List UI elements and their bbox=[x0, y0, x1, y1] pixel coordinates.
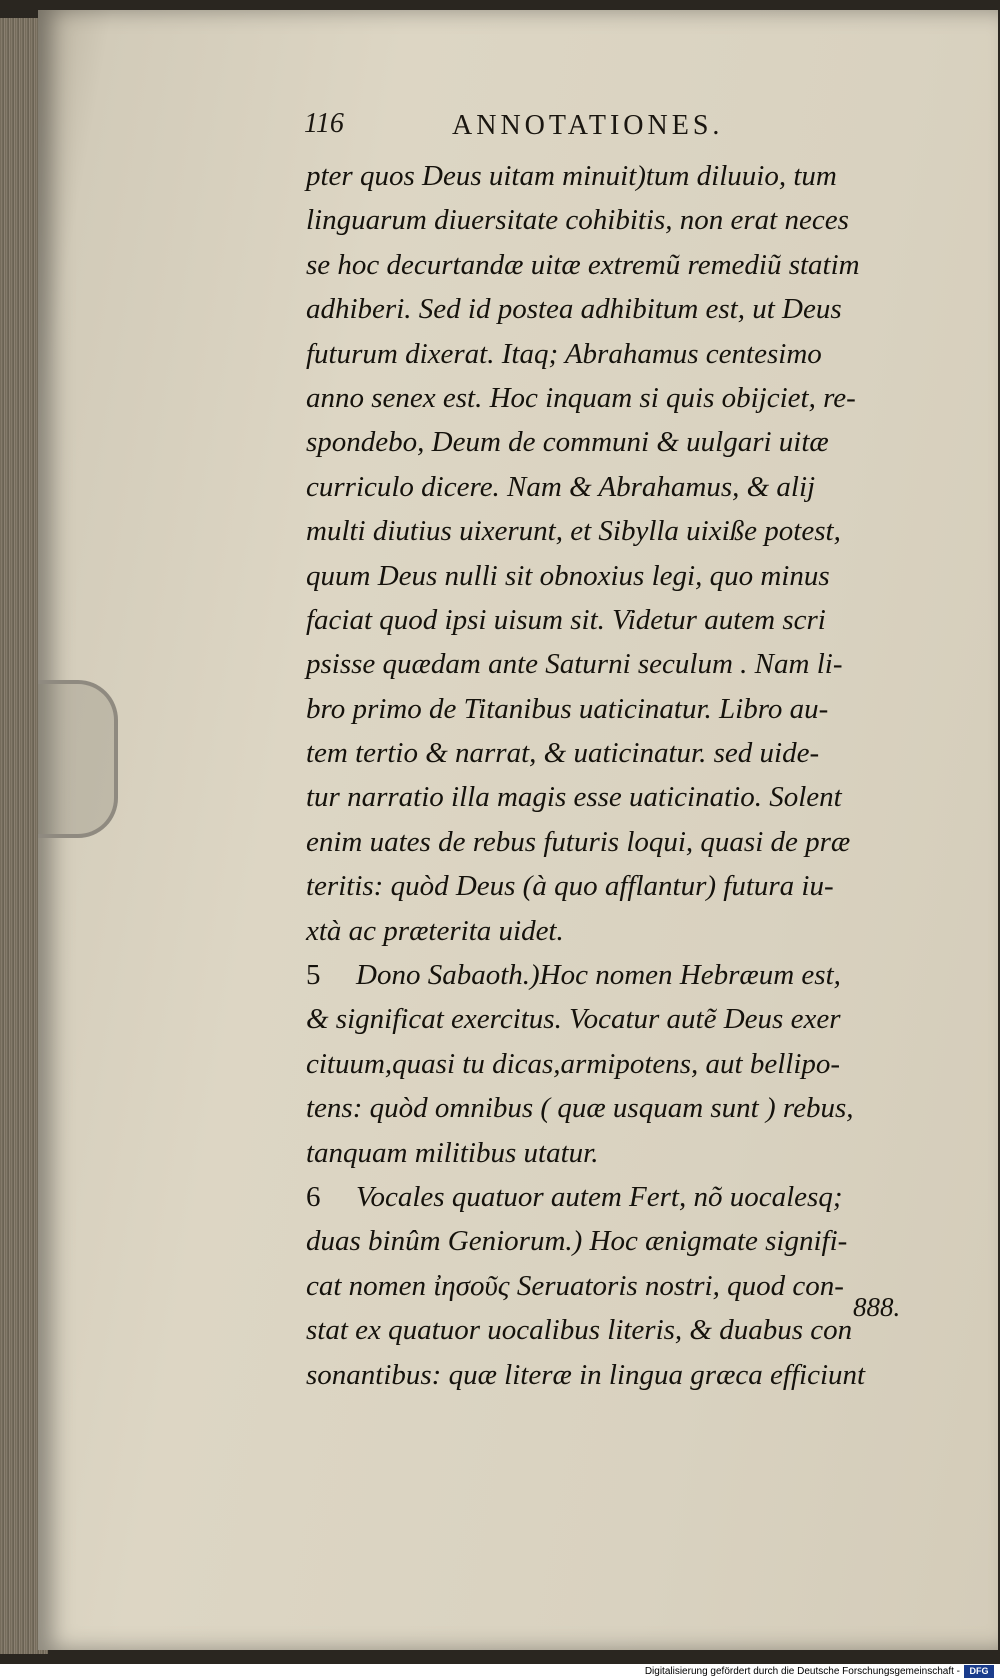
text-line bbox=[306, 554, 931, 598]
line-text: linguarum diuersitate cohibitis, non erat neces bbox=[306, 204, 849, 237]
line-text: quum Deus nulli sit obnoxius legi, quo minus bbox=[306, 559, 830, 592]
text-line bbox=[306, 332, 931, 376]
catchword: 888. bbox=[853, 1292, 901, 1322]
line-text: spondebo, Deum de communi & uulgari uitæ bbox=[306, 426, 829, 459]
text-line bbox=[306, 1219, 931, 1263]
footer-credit: Digitalisierung gefördert durch die Deutsche Forschungsgemeinschaft - bbox=[644, 1666, 960, 1677]
text-line bbox=[306, 1131, 931, 1175]
line-text: Vocales quatuor autem Fert, nõ uocalesq; bbox=[356, 1180, 843, 1213]
line-text: tanquam militibus utatur. bbox=[306, 1136, 599, 1169]
line-text: tem tertio & narrat, & uaticinatur. sed uide- bbox=[306, 737, 820, 770]
text-line bbox=[306, 198, 931, 242]
line-text: tens: quòd omnibus ( quæ usquam sunt ) rebus, bbox=[306, 1092, 854, 1125]
page-header bbox=[282, 108, 822, 148]
text-line bbox=[306, 1264, 931, 1308]
text-line bbox=[306, 864, 931, 908]
line-text: faciat quod ipsi uisum sit. Videtur autem scri bbox=[306, 603, 826, 636]
dfg-logo: DFG bbox=[964, 1665, 994, 1678]
line-text: xtà ac præterita uidet. bbox=[306, 914, 564, 947]
line-text: cat nomen ἰησοῦς Seruatoris nostri, quod con- bbox=[306, 1269, 844, 1302]
text-line bbox=[306, 1308, 931, 1352]
text-line bbox=[306, 820, 931, 864]
text-line bbox=[306, 1042, 931, 1086]
text-line bbox=[306, 731, 931, 775]
note-number: 5 bbox=[306, 959, 321, 992]
line-text: anno senex est. Hoc inquam si quis obijciet, re- bbox=[306, 381, 856, 414]
line-text: cituum,quasi tu dicas,armipotens, aut bellipo- bbox=[306, 1047, 841, 1080]
footer-bar bbox=[0, 1664, 1000, 1679]
line-text: adhiberi. Sed id postea adhibitum est, ut Deus bbox=[306, 293, 842, 326]
folio-number: 116 bbox=[304, 108, 344, 139]
text-line bbox=[306, 243, 931, 287]
text-line bbox=[306, 909, 931, 953]
line-text: sonantibus: quæ literæ in lingua græca efficiunt bbox=[306, 1358, 866, 1391]
text-line bbox=[306, 154, 931, 198]
line-text: curriculo dicere. Nam & Abrahamus, & alij bbox=[306, 470, 816, 503]
page-clip bbox=[38, 680, 118, 838]
text-line bbox=[306, 997, 931, 1041]
line-text: psisse quædam ante Saturni seculum . Nam li- bbox=[306, 648, 843, 681]
text-line bbox=[306, 509, 931, 553]
line-text: se hoc decurtandæ uitæ extremũ remediũ statim bbox=[306, 248, 860, 281]
text-block bbox=[306, 154, 931, 1397]
line-text: bro primo de Titanibus uaticinatur. Libro au- bbox=[306, 692, 829, 725]
line-text: teritis: quòd Deus (à quo afflantur) futura iu- bbox=[306, 870, 834, 903]
text-line bbox=[306, 598, 931, 642]
line-text: & significat exercitus. Vocatur autẽ Deus exer bbox=[306, 1003, 841, 1036]
line-text: tur narratio illa magis esse uaticinatio. Solent bbox=[306, 781, 842, 814]
text-line bbox=[306, 1175, 931, 1219]
text-line bbox=[306, 1353, 931, 1397]
text-line bbox=[306, 642, 931, 686]
text-line bbox=[306, 687, 931, 731]
line-text: stat ex quatuor uocalibus literis, & duabus con bbox=[306, 1314, 853, 1347]
text-line bbox=[306, 420, 931, 464]
text-line bbox=[306, 376, 931, 420]
text-line bbox=[306, 1086, 931, 1130]
line-text: futurum dixerat. Itaq; Abrahamus centesimo bbox=[306, 337, 822, 370]
line-text: enim uates de rebus futuris loqui, quasi de præ bbox=[306, 825, 851, 858]
line-text: duas binûm Geniorum.) Hoc ænigmate signifi- bbox=[306, 1225, 848, 1258]
line-text: Dono Sabaoth.)Hoc nomen Hebræum est, bbox=[356, 959, 841, 992]
running-head: ANNOTATIONES. bbox=[452, 110, 724, 141]
text-line bbox=[306, 953, 931, 997]
text-line bbox=[306, 775, 931, 819]
note-number: 6 bbox=[306, 1180, 321, 1213]
text-line bbox=[306, 287, 931, 331]
line-text: multi diutius uixerunt, et Sibylla uixiße potest, bbox=[306, 515, 841, 548]
text-line bbox=[306, 465, 931, 509]
line-text: pter quos Deus uitam minuit)tum diluuio, tum bbox=[306, 160, 837, 192]
